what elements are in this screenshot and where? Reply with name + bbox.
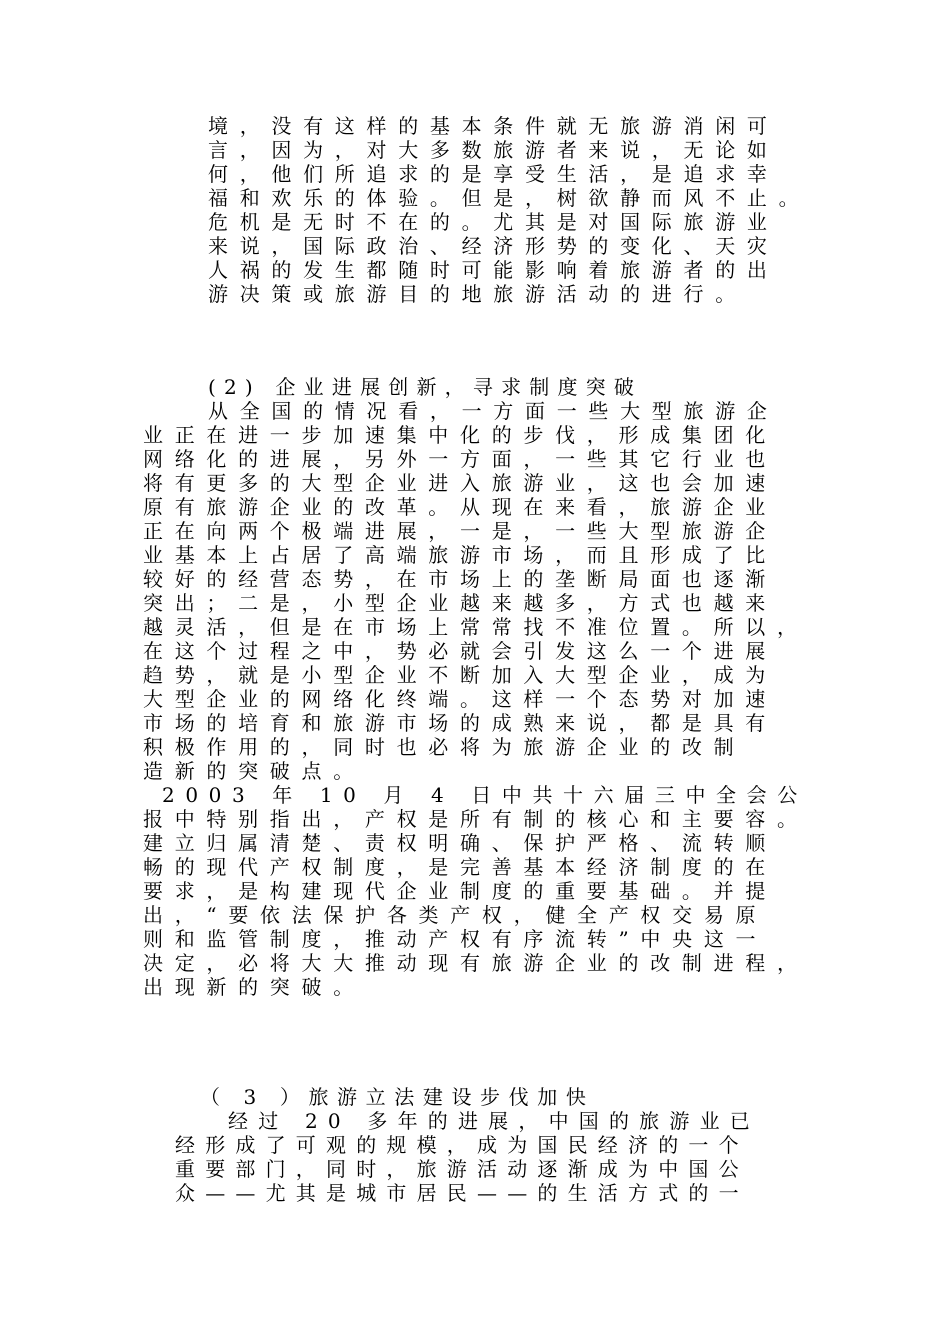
text-line: 出，“要依法保护各类产权，健全产权交易原 bbox=[143, 903, 768, 927]
text-line: 业正在进一步加速集中化的步伐，形成集团化 bbox=[143, 423, 777, 447]
text-line: 福和欢乐的体验。但是，树欲静而风不止。 bbox=[208, 186, 811, 210]
text-line: 众——尤其是城市居民——的生活方式的一 bbox=[175, 1181, 749, 1205]
text-line: 决定，必将大大推动现有旅游企业的改制进程， bbox=[143, 951, 809, 975]
text-line: 何，他们所追求的是享受生活，是追求幸 bbox=[208, 162, 779, 186]
text-line: 重要部门，同时，旅游活动逐渐成为中国公 bbox=[175, 1157, 749, 1181]
section-heading: (2) 企业进展创新，寻求制度突破 bbox=[208, 375, 643, 399]
text-line: 突出；二是，小型企业越来越多，方式也越来 bbox=[143, 591, 777, 615]
text-line: 从全国的情况看，一方面一些大型旅游企 bbox=[208, 399, 779, 423]
text-line: 较好的经营态势，在市场上的垄断局面也逐渐 bbox=[143, 567, 777, 591]
text-line: 建立归属清楚、责权明确、保护严格、流转顺 bbox=[143, 831, 777, 855]
text-line: 将有更多的大型企业进入旅游业，这也会加速 bbox=[143, 471, 777, 495]
text-line: 经形成了可观的规模，成为国民经济的一个 bbox=[175, 1133, 749, 1157]
text-line: 言，因为，对大多数旅游者来说，无论如 bbox=[208, 138, 779, 162]
text-line: 积极作用的，同时也必将为旅游企业的改制 bbox=[143, 735, 746, 759]
text-line: 畅的现代产权制度，是完善基本经济制度的在 bbox=[143, 855, 777, 879]
text-line: 原有旅游企业的改革。从现在来看，旅游企业 bbox=[143, 495, 777, 519]
text-line: 越灵活，但是在市场上常常找不准位置。所以， bbox=[143, 615, 809, 639]
text-line: 出现新的突破。 bbox=[143, 975, 365, 999]
text-line: 业基本上占居了高端旅游市场，而且形成了比 bbox=[143, 543, 777, 567]
text-line: 危机是无时不在的。尤其是对国际旅游业 bbox=[208, 210, 779, 234]
text-line: 境，没有这样的基本条件就无旅游消闲可 bbox=[208, 114, 779, 138]
text-line: 大型企业的网络化终端。这样一个态势对加速 bbox=[143, 687, 777, 711]
text-line: 2003 年 10 月 4 日中共十六届三中全会公 bbox=[162, 783, 808, 807]
text-line: 要求，是构建现代企业制度的重要基础。并提 bbox=[143, 879, 777, 903]
text-line: 趋势，就是小型企业不断加入大型企业，成为 bbox=[143, 663, 777, 687]
text-line: 报中特别指出，产权是所有制的核心和主要容。 bbox=[143, 807, 809, 831]
text-line: 来说，国际政治、经济形势的变化、天灾 bbox=[208, 234, 779, 258]
text-line: 市场的培育和旅游市场的成熟来说，都是具有 bbox=[143, 711, 777, 735]
text-line: 游决策或旅游目的地旅游活动的进行。 bbox=[208, 282, 747, 306]
text-line: 在这个过程之中，势必就会引发这么一个进展 bbox=[143, 639, 777, 663]
text-line: 造新的突破点。 bbox=[143, 759, 365, 783]
text-line: 网络化的进展，另外一方面，一些其它行业也 bbox=[143, 447, 777, 471]
section-heading: （ 3 ）旅游立法建设步伐加快 bbox=[200, 1085, 595, 1109]
text-line: 则和监管制度，推动产权有序流转”中央这一 bbox=[143, 927, 768, 951]
text-line: 正在向两个极端进展，一是，一些大型旅游企 bbox=[143, 519, 777, 543]
text-line: 经过 20 多年的进展，中国的旅游业已 bbox=[228, 1109, 760, 1133]
text-line: 人祸的发生都随时可能影响着旅游者的出 bbox=[208, 258, 779, 282]
